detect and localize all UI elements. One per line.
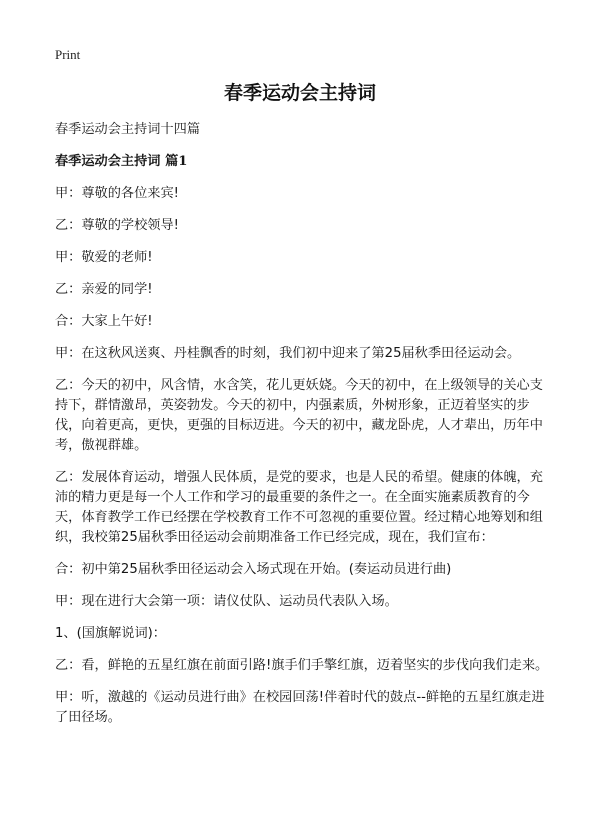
document-subtitle: 春季运动会主持词十四篇 (55, 122, 201, 137)
paragraph-2: 乙：尊敬的学校领导! (55, 218, 179, 233)
paragraph-11: 1、(国旗解说词)： (55, 626, 166, 641)
print-link[interactable]: Print (55, 47, 81, 62)
paragraph-12: 乙：看，鲜艳的五星红旗在前面引路!旗手们手擎红旗，迈着坚实的步伐向我们走来。 (55, 658, 549, 673)
paragraph-13: 甲：听，激越的《运动员进行曲》在校园回荡!伴着时代的鼓点--鲜艳的五星红旗走进了田径场。 (55, 690, 545, 725)
paragraph-5: 合：大家上午好! (55, 314, 153, 329)
paragraph-10: 甲：现在进行大会第一项：请仪仗队、运动员代表队入场。 (55, 594, 398, 609)
paragraph-7: 乙：今天的初中，风含情，水含笑，花儿更妖娆。今天的初中，在上级领导的关心支持下，群情激昂，英姿勃发。今天的初中，内强素质，外树形象，正迈着坚实的步伐，向着更高，更快，更强的目标迈进。今天的初中，藏龙卧虎，人才辈出，历年中考，傲视群雄。 (55, 378, 543, 453)
paragraph-6: 甲：在这秋风送爽、丹桂飘香的时刻，我们初中迎来了第25届秋季田径运动会。 (55, 346, 521, 361)
document-body (55, 120, 550, 740)
paragraph-4: 乙：亲爱的同学! (55, 282, 153, 297)
paragraph-9: 合：初中第25届秋季田径运动会入场式现在开始。(奏运动员进行曲) (55, 562, 452, 577)
section-heading: 春季运动会主持词 篇1 (55, 154, 188, 169)
paragraph-1: 甲：尊敬的各位来宾! (55, 186, 179, 201)
paragraph-8: 乙：发展体育运动，增强人民体质，是党的要求，也是人民的希望。健康的体魄，充沛的精力更是每一个人工作和学习的最重要的条件之一。在全面实施素质教育的今天，体育教学工作已经摆在学校教育工作不可忽视的重要位置。经过精心地筹划和组织，我校第25届秋季田径运动会前期准备工作已经完成，现在，我们宣布： (55, 470, 543, 545)
paragraph-3: 甲：敬爱的老师! (55, 250, 153, 265)
page-title: 春季运动会主持词 (223, 82, 376, 104)
